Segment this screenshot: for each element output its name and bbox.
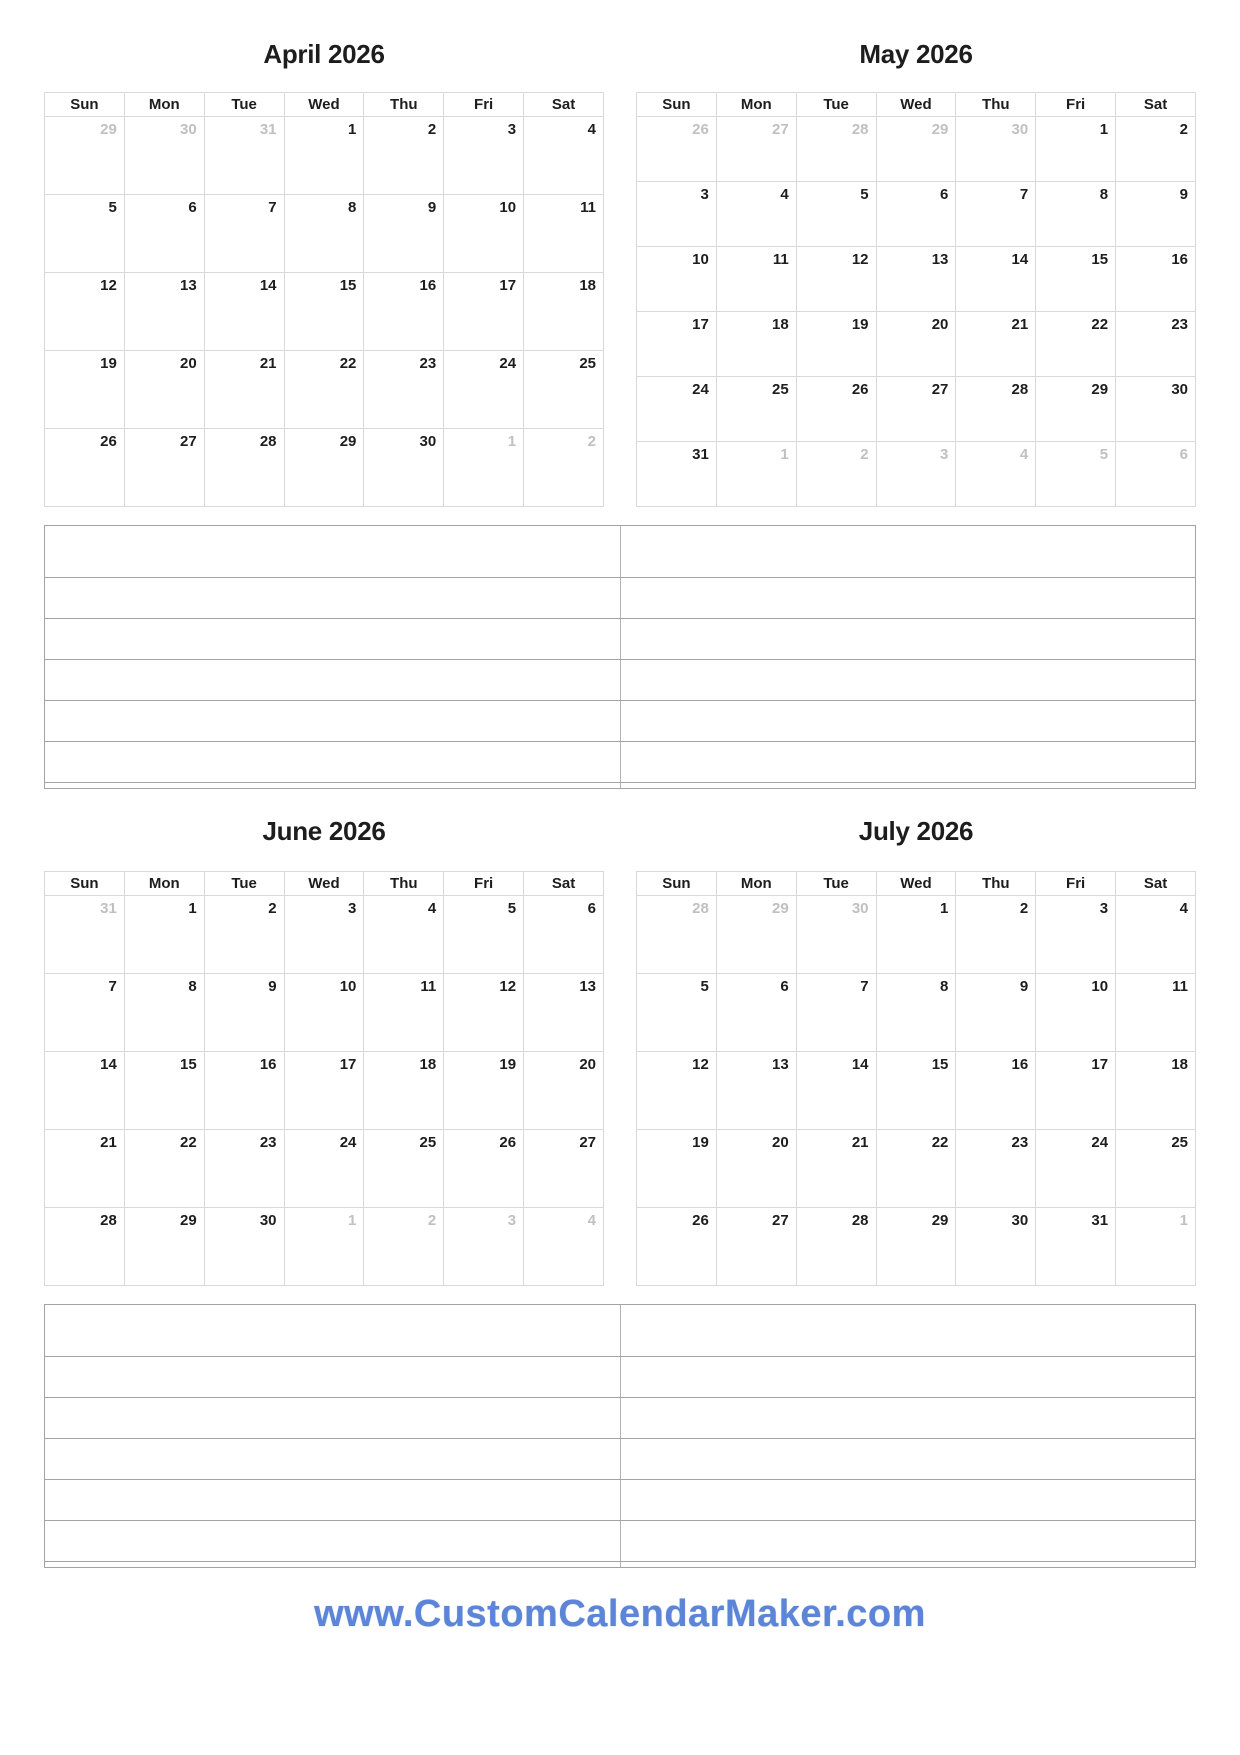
- week-row: [637, 1130, 1196, 1208]
- day-cell-outside: 1: [284, 1208, 364, 1286]
- day-cell: 7: [204, 195, 284, 273]
- day-cell: 20: [716, 1130, 796, 1208]
- day-cell: 15: [1036, 247, 1116, 312]
- notes-cell: [45, 742, 620, 782]
- day-cell: 12: [637, 1052, 717, 1130]
- day-cell-outside: 29: [876, 117, 956, 182]
- notes-cell: [620, 701, 1196, 741]
- notes-row: [45, 1305, 1195, 1357]
- notes-cell: [45, 660, 620, 700]
- notes-cell: [620, 1521, 1196, 1561]
- weekday-header-row: [637, 872, 1196, 896]
- month-grid: [636, 92, 1196, 507]
- day-cell: 4: [364, 896, 444, 974]
- day-cell-outside: 30: [124, 117, 204, 195]
- week-row: [637, 312, 1196, 377]
- day-cell: 30: [956, 1208, 1036, 1286]
- day-cell: 16: [204, 1052, 284, 1130]
- weekday-header: Fri: [1036, 872, 1116, 896]
- day-cell-outside: 30: [796, 896, 876, 974]
- day-cell: 18: [1116, 1052, 1196, 1130]
- day-cell: 25: [364, 1130, 444, 1208]
- day-cell-outside: 31: [204, 117, 284, 195]
- day-cell: 27: [124, 429, 204, 507]
- day-cell: 30: [1116, 377, 1196, 442]
- day-cell: 22: [284, 351, 364, 429]
- section-june-july: [44, 815, 1196, 1568]
- weekday-header: Thu: [364, 93, 444, 117]
- weekday-header: Fri: [1036, 93, 1116, 117]
- day-cell: 2: [364, 117, 444, 195]
- notes-row: [45, 1521, 1195, 1562]
- notes-row: [45, 783, 1195, 788]
- weekday-header: Sun: [637, 872, 717, 896]
- week-row: [45, 351, 604, 429]
- notes-row: [45, 1357, 1195, 1398]
- day-cell: 21: [45, 1130, 125, 1208]
- week-row: [637, 117, 1196, 182]
- day-cell-outside: 3: [876, 442, 956, 507]
- day-cell: 6: [876, 182, 956, 247]
- day-cell: 8: [876, 974, 956, 1052]
- day-cell: 24: [1036, 1130, 1116, 1208]
- weekday-header: Sat: [1116, 93, 1196, 117]
- day-cell: 27: [876, 377, 956, 442]
- day-cell: 26: [45, 429, 125, 507]
- day-cell: 12: [45, 273, 125, 351]
- weekday-header: Tue: [796, 93, 876, 117]
- day-cell: 7: [956, 182, 1036, 247]
- day-cell-outside: 4: [956, 442, 1036, 507]
- notes-cell: [620, 1357, 1196, 1397]
- weekday-header: Tue: [204, 93, 284, 117]
- week-row: [45, 273, 604, 351]
- week-row: [45, 974, 604, 1052]
- month-june-2026: [44, 815, 604, 1286]
- notes-cell: [620, 660, 1196, 700]
- notes-row: [45, 619, 1195, 660]
- weekday-header: Mon: [716, 93, 796, 117]
- day-cell: 1: [284, 117, 364, 195]
- notes-row: [45, 526, 1195, 578]
- day-cell: 17: [444, 273, 524, 351]
- day-cell: 28: [956, 377, 1036, 442]
- day-cell: 27: [524, 1130, 604, 1208]
- day-cell-outside: 28: [637, 896, 717, 974]
- day-cell-outside: 28: [796, 117, 876, 182]
- notes-cell: [620, 742, 1196, 782]
- notes-cell: [45, 526, 620, 577]
- day-cell-outside: 30: [956, 117, 1036, 182]
- notes-cell: [620, 1439, 1196, 1479]
- day-cell: 24: [637, 377, 717, 442]
- day-cell: 25: [716, 377, 796, 442]
- week-row: [45, 117, 604, 195]
- weekday-header: Mon: [124, 872, 204, 896]
- notes-cell: [620, 578, 1196, 618]
- day-cell: 1: [1036, 117, 1116, 182]
- notes-row: [45, 660, 1195, 701]
- day-cell: 18: [716, 312, 796, 377]
- notes-cell: [45, 1439, 620, 1479]
- week-row: [637, 1052, 1196, 1130]
- day-cell: 4: [1116, 896, 1196, 974]
- day-cell: 5: [637, 974, 717, 1052]
- day-cell: 27: [716, 1208, 796, 1286]
- day-cell: 13: [124, 273, 204, 351]
- weekday-header: Wed: [284, 93, 364, 117]
- day-cell: 19: [796, 312, 876, 377]
- day-cell-outside: 29: [45, 117, 125, 195]
- notes-cell: [45, 783, 620, 788]
- month-title: June 2026: [262, 816, 386, 846]
- day-cell: 29: [876, 1208, 956, 1286]
- notes-cell: [45, 619, 620, 659]
- day-cell: 4: [716, 182, 796, 247]
- day-cell: 13: [524, 974, 604, 1052]
- notes-cell: [45, 701, 620, 741]
- day-cell: 6: [124, 195, 204, 273]
- day-cell: 2: [1116, 117, 1196, 182]
- day-cell: 15: [284, 273, 364, 351]
- notes-row: [45, 578, 1195, 619]
- day-cell: 24: [444, 351, 524, 429]
- week-row: [637, 377, 1196, 442]
- day-cell: 11: [716, 247, 796, 312]
- day-cell: 17: [1036, 1052, 1116, 1130]
- day-cell: 8: [1036, 182, 1116, 247]
- day-cell: 13: [716, 1052, 796, 1130]
- weekday-header: Sun: [45, 93, 125, 117]
- notes-cell: [45, 1480, 620, 1520]
- weekday-header: Mon: [124, 93, 204, 117]
- notes-cell: [620, 1562, 1196, 1567]
- day-cell: 16: [1116, 247, 1196, 312]
- day-cell: 18: [524, 273, 604, 351]
- day-cell: 26: [796, 377, 876, 442]
- weekday-header: Thu: [956, 872, 1036, 896]
- day-cell: 5: [45, 195, 125, 273]
- weekday-header: Sat: [524, 872, 604, 896]
- day-cell: 3: [444, 117, 524, 195]
- day-cell: 4: [524, 117, 604, 195]
- day-cell: 15: [876, 1052, 956, 1130]
- day-cell-outside: 1: [716, 442, 796, 507]
- day-cell: 24: [284, 1130, 364, 1208]
- notes-cell: [45, 1562, 620, 1567]
- day-cell: 10: [637, 247, 717, 312]
- day-cell-outside: 2: [524, 429, 604, 507]
- day-cell: 17: [284, 1052, 364, 1130]
- weekday-header: Sun: [637, 93, 717, 117]
- month-title: April 2026: [263, 39, 385, 69]
- day-cell: 7: [45, 974, 125, 1052]
- day-cell: 9: [956, 974, 1036, 1052]
- day-cell: 3: [284, 896, 364, 974]
- week-row: [637, 974, 1196, 1052]
- day-cell: 21: [796, 1130, 876, 1208]
- day-cell: 20: [124, 351, 204, 429]
- day-cell-outside: 2: [364, 1208, 444, 1286]
- weekday-header: Tue: [204, 872, 284, 896]
- month-title: July 2026: [858, 816, 974, 846]
- month-grid: [44, 92, 604, 507]
- day-cell: 16: [956, 1052, 1036, 1130]
- week-row: [45, 1130, 604, 1208]
- weekday-header: Fri: [444, 93, 524, 117]
- day-cell: 23: [364, 351, 444, 429]
- day-cell: 14: [796, 1052, 876, 1130]
- week-row: [45, 1208, 604, 1286]
- week-row: [45, 195, 604, 273]
- notes-cell: [620, 619, 1196, 659]
- day-cell: 29: [284, 429, 364, 507]
- week-row: [637, 247, 1196, 312]
- day-cell: 9: [1116, 182, 1196, 247]
- day-cell: 9: [204, 974, 284, 1052]
- weekday-header: Sat: [1116, 872, 1196, 896]
- day-cell: 22: [124, 1130, 204, 1208]
- day-cell: 6: [524, 896, 604, 974]
- day-cell-outside: 3: [444, 1208, 524, 1286]
- day-cell: 16: [364, 273, 444, 351]
- day-cell: 11: [364, 974, 444, 1052]
- day-cell: 14: [204, 273, 284, 351]
- notes-row: [45, 1562, 1195, 1567]
- day-cell: 31: [637, 442, 717, 507]
- day-cell: 12: [796, 247, 876, 312]
- week-row: [637, 1208, 1196, 1286]
- day-cell-outside: 1: [1116, 1208, 1196, 1286]
- notes-row: [45, 742, 1195, 783]
- day-cell: 20: [524, 1052, 604, 1130]
- day-cell: 10: [444, 195, 524, 273]
- watermark-link[interactable]: www.CustomCalendarMaker.com: [314, 1593, 926, 1635]
- notes-cell: [620, 1305, 1196, 1356]
- weekday-header-row: [45, 93, 604, 117]
- day-cell: 14: [45, 1052, 125, 1130]
- day-cell: 26: [637, 1208, 717, 1286]
- day-cell-outside: 29: [716, 896, 796, 974]
- weekday-header: Thu: [364, 872, 444, 896]
- day-cell: 8: [284, 195, 364, 273]
- day-cell: 14: [956, 247, 1036, 312]
- day-cell: 22: [876, 1130, 956, 1208]
- day-cell: 26: [444, 1130, 524, 1208]
- notes-row: [45, 701, 1195, 742]
- day-cell: 19: [45, 351, 125, 429]
- notes-cell: [45, 578, 620, 618]
- month-title: May 2026: [859, 39, 973, 69]
- day-cell: 28: [45, 1208, 125, 1286]
- month-grid: [636, 871, 1196, 1286]
- day-cell: 6: [716, 974, 796, 1052]
- day-cell-outside: 2: [796, 442, 876, 507]
- day-cell: 30: [204, 1208, 284, 1286]
- day-cell: 11: [524, 195, 604, 273]
- weekday-header: Fri: [444, 872, 524, 896]
- day-cell: 1: [124, 896, 204, 974]
- section-april-may: [44, 0, 1196, 789]
- notes-row: [45, 1480, 1195, 1521]
- day-cell: 29: [124, 1208, 204, 1286]
- notes-cell: [45, 1398, 620, 1438]
- weekday-header: Tue: [796, 872, 876, 896]
- day-cell: 9: [364, 195, 444, 273]
- notes-cell: [45, 1357, 620, 1397]
- notes-row: [45, 1398, 1195, 1439]
- day-cell: 20: [876, 312, 956, 377]
- month-may-2026: [636, 0, 1196, 507]
- weekday-header-row: [637, 93, 1196, 117]
- day-cell: 7: [796, 974, 876, 1052]
- week-row: [637, 896, 1196, 974]
- day-cell: 5: [444, 896, 524, 974]
- notes-cell: [620, 783, 1196, 788]
- day-cell-outside: 4: [524, 1208, 604, 1286]
- notes-cell: [620, 1398, 1196, 1438]
- day-cell: 2: [204, 896, 284, 974]
- notes-cell: [45, 1521, 620, 1561]
- notes-cell: [620, 1480, 1196, 1520]
- day-cell: 23: [956, 1130, 1036, 1208]
- month-row-bottom: [44, 815, 1196, 1286]
- day-cell: 11: [1116, 974, 1196, 1052]
- day-cell: 23: [1116, 312, 1196, 377]
- month-row-top: [44, 0, 1196, 507]
- weekday-header: Thu: [956, 93, 1036, 117]
- week-row: [637, 182, 1196, 247]
- day-cell: 23: [204, 1130, 284, 1208]
- week-row: [637, 442, 1196, 507]
- day-cell: 10: [284, 974, 364, 1052]
- day-cell: 18: [364, 1052, 444, 1130]
- day-cell: 8: [124, 974, 204, 1052]
- notes-cell: [45, 1305, 620, 1356]
- day-cell: 15: [124, 1052, 204, 1130]
- week-row: [45, 896, 604, 974]
- day-cell: 5: [796, 182, 876, 247]
- weekday-header: Wed: [284, 872, 364, 896]
- weekday-header: Sun: [45, 872, 125, 896]
- day-cell: 30: [364, 429, 444, 507]
- day-cell: 28: [796, 1208, 876, 1286]
- week-row: [45, 1052, 604, 1130]
- day-cell: 22: [1036, 312, 1116, 377]
- weekday-header: Sat: [524, 93, 604, 117]
- day-cell: 1: [876, 896, 956, 974]
- day-cell: 17: [637, 312, 717, 377]
- day-cell: 29: [1036, 377, 1116, 442]
- day-cell-outside: 1: [444, 429, 524, 507]
- day-cell: 19: [444, 1052, 524, 1130]
- day-cell: 21: [204, 351, 284, 429]
- week-row: [45, 429, 604, 507]
- day-cell-outside: 31: [45, 896, 125, 974]
- day-cell-outside: 26: [637, 117, 717, 182]
- day-cell: 25: [524, 351, 604, 429]
- day-cell-outside: 6: [1116, 442, 1196, 507]
- day-cell-outside: 5: [1036, 442, 1116, 507]
- month-grid: [44, 871, 604, 1286]
- day-cell: 10: [1036, 974, 1116, 1052]
- day-cell: 2: [956, 896, 1036, 974]
- month-april-2026: [44, 0, 604, 507]
- day-cell: 25: [1116, 1130, 1196, 1208]
- day-cell: 13: [876, 247, 956, 312]
- notes-table: [44, 525, 1196, 789]
- weekday-header: Mon: [716, 872, 796, 896]
- day-cell: 3: [637, 182, 717, 247]
- day-cell-outside: 27: [716, 117, 796, 182]
- weekday-header: Wed: [876, 872, 956, 896]
- notes-row: [45, 1439, 1195, 1480]
- day-cell: 12: [444, 974, 524, 1052]
- day-cell: 21: [956, 312, 1036, 377]
- day-cell: 28: [204, 429, 284, 507]
- day-cell: 3: [1036, 896, 1116, 974]
- notes-cell: [620, 526, 1196, 577]
- month-july-2026: [636, 815, 1196, 1286]
- notes-table: [44, 1304, 1196, 1568]
- weekday-header-row: [45, 872, 604, 896]
- day-cell: 19: [637, 1130, 717, 1208]
- day-cell: 31: [1036, 1208, 1116, 1286]
- weekday-header: Wed: [876, 93, 956, 117]
